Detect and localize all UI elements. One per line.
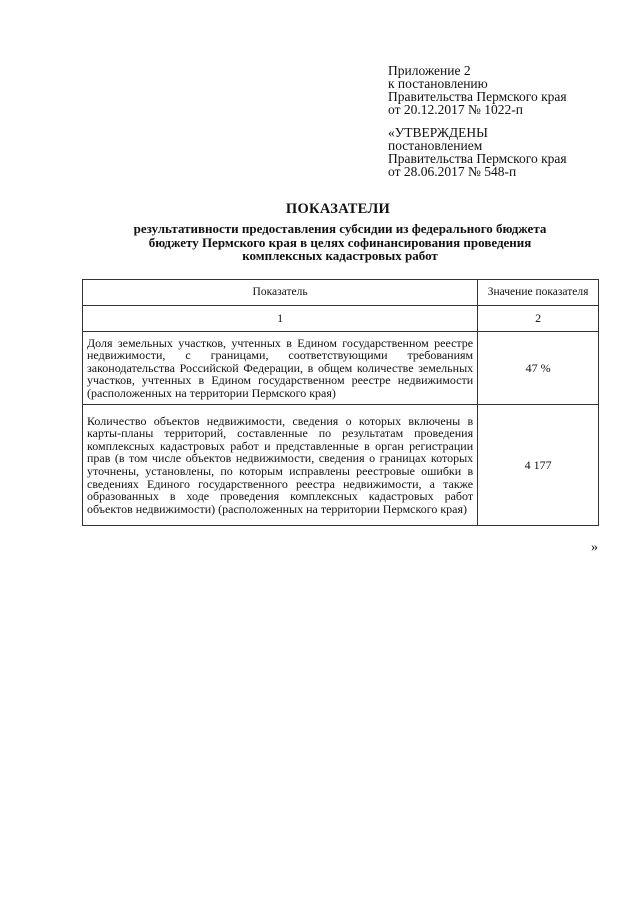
header-value: Значение показателя <box>478 280 599 306</box>
column-number-row <box>83 306 599 332</box>
header-indicator: Показатель <box>83 280 478 306</box>
table-header-row <box>83 280 599 306</box>
indicator-value: 47 % <box>478 332 599 405</box>
table-row <box>83 332 599 405</box>
approved-line: постановлением <box>388 138 483 153</box>
indicator-description: Доля земельных участков, учтенных в Едином государственном реестре недвижимости, с границами, соответствующими требованиям законодательства Российской Федерации, в общем количестве земельных участков, учтенных в Едином государственном реестре недвижимости (расположенных на территории Пермского края) <box>83 332 478 405</box>
column-number-2: 2 <box>478 306 599 332</box>
subtitle-line: комплексных кадастровых работ <box>242 248 438 263</box>
appendix-line: к постановлению <box>388 76 488 91</box>
appendix-header <box>388 64 567 116</box>
indicators-table <box>82 279 599 526</box>
approved-line: от 28.06.2017 № 548-п <box>388 164 517 179</box>
column-number-1: 1 <box>83 306 478 332</box>
approved-line: Правительства Пермского края <box>388 151 567 166</box>
approved-line: «УТВЕРЖДЕНЫ <box>388 125 488 140</box>
appendix-line: от 20.12.2017 № 1022-п <box>388 102 523 117</box>
indicator-description: Количество объектов недвижимости, сведения о которых включены в карты-планы территорий, составленные по результатам проведения комплексных кадастровых работ и представленные в орган регистрации прав (в том числе объектов недвижимости, сведения о границах которых уточнены, установлены, по которым исправлены реестровые ошибки в сведениях Единого государственного реестра недвижимости, а также образованных в ходе проведения комплексных кадастровых работ объектов недвижимости) (расположенных на территории Пермского края) <box>83 405 478 526</box>
closing-quote-mark: » <box>591 540 598 555</box>
approved-stamp-header <box>388 126 567 178</box>
indicator-value: 4 177 <box>478 405 599 526</box>
appendix-line: Правительства Пермского края <box>388 89 567 104</box>
subtitle-line: бюджету Пермского края в целях софинансирования проведения <box>148 234 532 250</box>
appendix-line: Приложение 2 <box>388 63 471 78</box>
table-row <box>83 405 599 526</box>
subtitle-line: результативности предоставления субсидии из федерального бюджета <box>133 221 547 236</box>
document-title: ПОКАЗАТЕЛИ <box>285 201 391 217</box>
document-subtitle <box>100 222 580 263</box>
